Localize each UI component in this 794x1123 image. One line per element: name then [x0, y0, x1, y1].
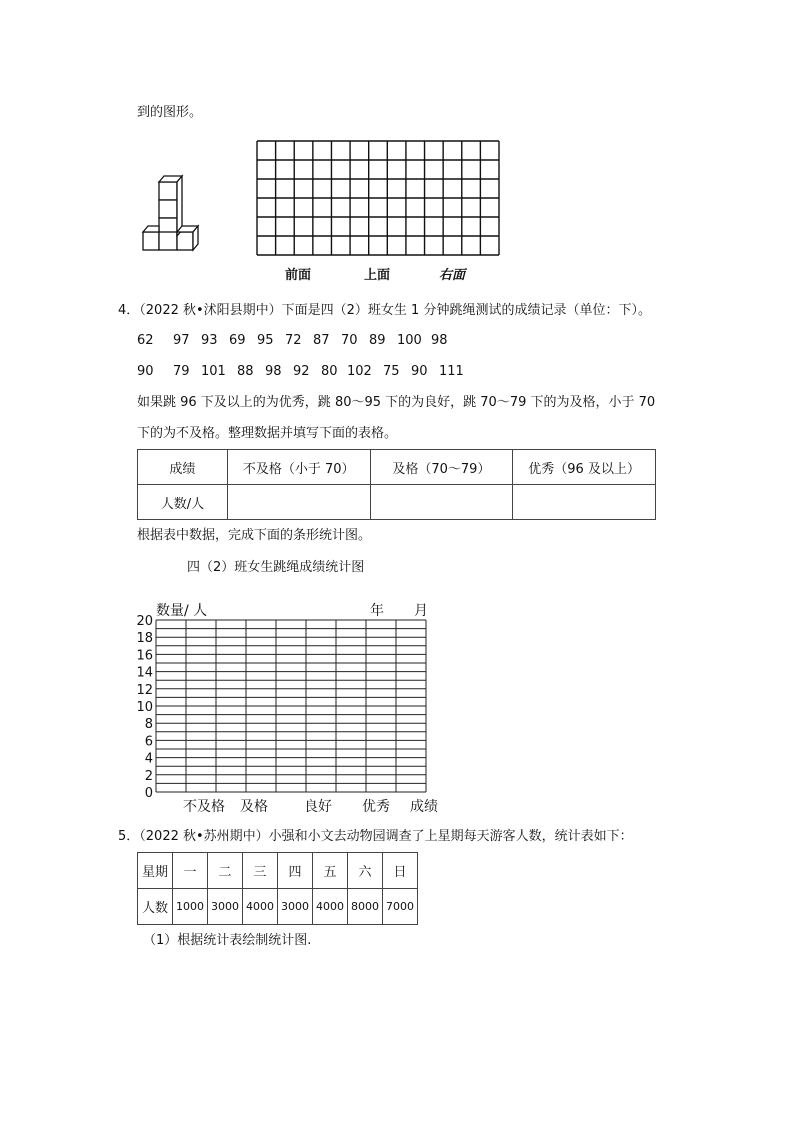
count-cell: 3000 — [208, 889, 243, 925]
q5-subquestion-1: （1）根据统计表绘制统计图. — [143, 933, 312, 948]
y-tick-label: 20 — [136, 614, 153, 629]
y-tick-label: 10 — [136, 700, 153, 715]
day-cell: 日 — [383, 853, 418, 889]
table-header: 成绩 — [138, 450, 228, 485]
q4-score-table — [137, 449, 656, 520]
day-cell: 三 — [243, 853, 278, 889]
q4-rule-text-1: 如果跳 96 下及以上的为优秀，跳 80～95 下的为良好，跳 70～79 下的为及格，小于 70 — [137, 395, 656, 410]
q5-title: 5．（2022 秋•苏州期中）小强和小文去动物园调查了上星期每天游客人数，统计表如下： — [118, 829, 633, 844]
data-value: 90 — [411, 364, 428, 379]
x-category-label: 良好 — [304, 799, 332, 815]
data-value: 92 — [293, 364, 310, 379]
y-tick-label: 16 — [136, 648, 153, 664]
y-axis-label: 数量/ 人 — [156, 603, 208, 619]
q4-rule-text-2: 下的为不及格。整理数据并填写下面的表格。 — [137, 426, 398, 441]
data-value: 101 — [201, 364, 226, 379]
answer-cell[interactable] — [370, 485, 513, 520]
y-tick-label: 2 — [144, 768, 153, 784]
day-cell: 五 — [313, 853, 348, 889]
q4-data-row-2 — [137, 363, 477, 381]
q4-data-row-1 — [137, 332, 477, 350]
data-value: 69 — [229, 333, 246, 348]
q4-chart-instruction: 根据表中数据，完成下面的条形统计图。 — [137, 528, 372, 543]
data-value: 75 — [383, 364, 400, 379]
count-cell: 1000 — [173, 889, 208, 925]
continued-text: 到的图形。 — [137, 105, 203, 120]
chart-title: 四（2）班女生跳绳成绩统计图 — [187, 560, 365, 575]
count-cell: 4000 — [243, 889, 278, 925]
day-cell: 二 — [208, 853, 243, 889]
data-value: 88 — [237, 364, 254, 379]
y-tick-label: 4 — [144, 751, 153, 767]
answer-cell[interactable] — [513, 485, 656, 520]
data-value: 93 — [201, 333, 218, 348]
count-cell: 7000 — [383, 889, 418, 925]
top-view-label: 上面 — [364, 268, 391, 283]
cube-stack-figure — [138, 170, 208, 256]
count-cell: 4000 — [313, 889, 348, 925]
answer-cell[interactable] — [227, 485, 370, 520]
data-value: 98 — [265, 364, 282, 379]
x-category-label: 优秀 — [362, 799, 390, 815]
chart-month-label: 月 — [414, 603, 428, 619]
data-value: 89 — [369, 333, 386, 348]
data-value: 79 — [173, 364, 190, 379]
y-tick-label: 14 — [136, 665, 153, 681]
table-header: 不及格（小于 70） — [227, 450, 370, 485]
x-axis-label: 成绩 — [410, 799, 438, 815]
q4-title: 4．（2022 秋•沭阳县期中）下面是四（2）班女生 1 分钟跳绳测试的成绩记录（单位：下）。 — [118, 303, 651, 318]
data-value: 90 — [137, 364, 154, 379]
x-category-label: 不及格 — [183, 799, 225, 815]
table-header: 优秀（96 及以上） — [513, 450, 656, 485]
day-cell: 一 — [173, 853, 208, 889]
table-row-label: 人数/人 — [138, 485, 228, 520]
day-cell: 四 — [278, 853, 313, 889]
bar-chart — [120, 596, 450, 818]
day-cell: 六 — [348, 853, 383, 889]
q5-visitor-table — [137, 852, 418, 925]
data-value: 95 — [257, 333, 274, 348]
square-grid — [255, 139, 501, 257]
data-value: 80 — [321, 364, 338, 379]
data-value: 62 — [137, 333, 154, 348]
data-value: 102 — [347, 364, 372, 379]
data-value: 72 — [285, 333, 302, 348]
count-cell: 8000 — [348, 889, 383, 925]
right-view-label: 右面 — [439, 268, 466, 283]
y-tick-label: 12 — [136, 682, 153, 698]
data-value: 87 — [313, 333, 330, 348]
table-header: 星期 — [138, 853, 173, 889]
data-value: 111 — [439, 364, 464, 379]
chart-year-label: 年 — [370, 603, 384, 619]
table-row-label: 人数 — [138, 889, 173, 925]
data-value: 97 — [173, 333, 190, 348]
y-tick-label: 8 — [144, 717, 153, 733]
y-tick-label: 0 — [144, 786, 153, 801]
count-cell: 3000 — [278, 889, 313, 925]
y-tick-label: 18 — [136, 631, 153, 647]
data-value: 70 — [341, 333, 358, 348]
data-value: 100 — [397, 333, 422, 348]
x-category-label: 及格 — [240, 799, 268, 815]
y-tick-label: 6 — [144, 734, 153, 750]
front-view-label: 前面 — [285, 268, 312, 283]
data-value: 98 — [431, 333, 448, 348]
table-header: 及格（70～79） — [370, 450, 513, 485]
